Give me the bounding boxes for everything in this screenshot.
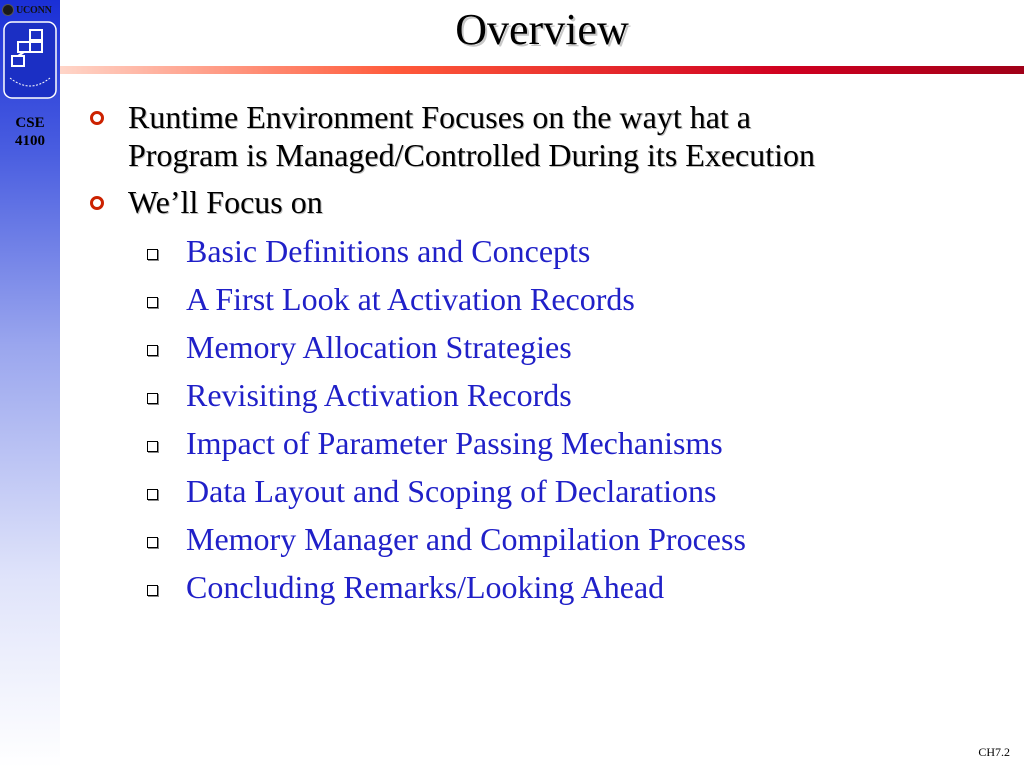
subbullet-text: Memory Allocation Strategies xyxy=(186,329,572,365)
sidebar xyxy=(0,0,60,768)
course-code xyxy=(0,114,60,150)
bullet-text-line: We’ll Focus on xyxy=(128,184,323,220)
title-divider xyxy=(60,66,1024,74)
circle-bullet-icon xyxy=(90,111,104,125)
subbullet-text: Data Layout and Scoping of Declarations xyxy=(186,473,717,509)
square-bullet-icon xyxy=(147,297,158,308)
square-bullet-icon xyxy=(147,537,158,548)
square-bullet-icon xyxy=(147,489,158,500)
subbullet-text: Impact of Parameter Passing Mechanisms xyxy=(186,425,723,461)
square-bullet-icon xyxy=(147,345,158,356)
subbullet-text: Concluding Remarks/Looking Ahead xyxy=(186,569,665,605)
subbullet-text: Basic Definitions and Concepts xyxy=(186,233,591,269)
course-prefix: CSE xyxy=(15,115,45,131)
cse-department-logo-icon xyxy=(2,20,58,100)
square-bullet-icon xyxy=(147,441,158,452)
slide-title: Overview xyxy=(455,5,629,54)
bullet-text-line: Program is Managed/Controlled During its Execution xyxy=(128,137,815,173)
uconn-logo xyxy=(2,2,60,18)
subbullet-text: A First Look at Activation Records xyxy=(186,281,635,317)
university-seal-icon xyxy=(2,4,14,16)
subbullet-text: Revisiting Activation Records xyxy=(186,377,572,413)
square-bullet-icon xyxy=(147,585,158,596)
square-bullet-icon xyxy=(147,393,158,404)
square-bullet-icon xyxy=(147,249,158,260)
university-name: UCONN xyxy=(16,4,52,16)
slide-number: CH7.2 xyxy=(978,745,1010,759)
course-number: 4100 xyxy=(15,133,45,149)
circle-bullet-icon xyxy=(90,196,104,210)
subbullet-text: Memory Manager and Compilation Process xyxy=(186,521,746,557)
bullet-text-line: Runtime Environment Focuses on the wayt hat a xyxy=(128,99,751,135)
